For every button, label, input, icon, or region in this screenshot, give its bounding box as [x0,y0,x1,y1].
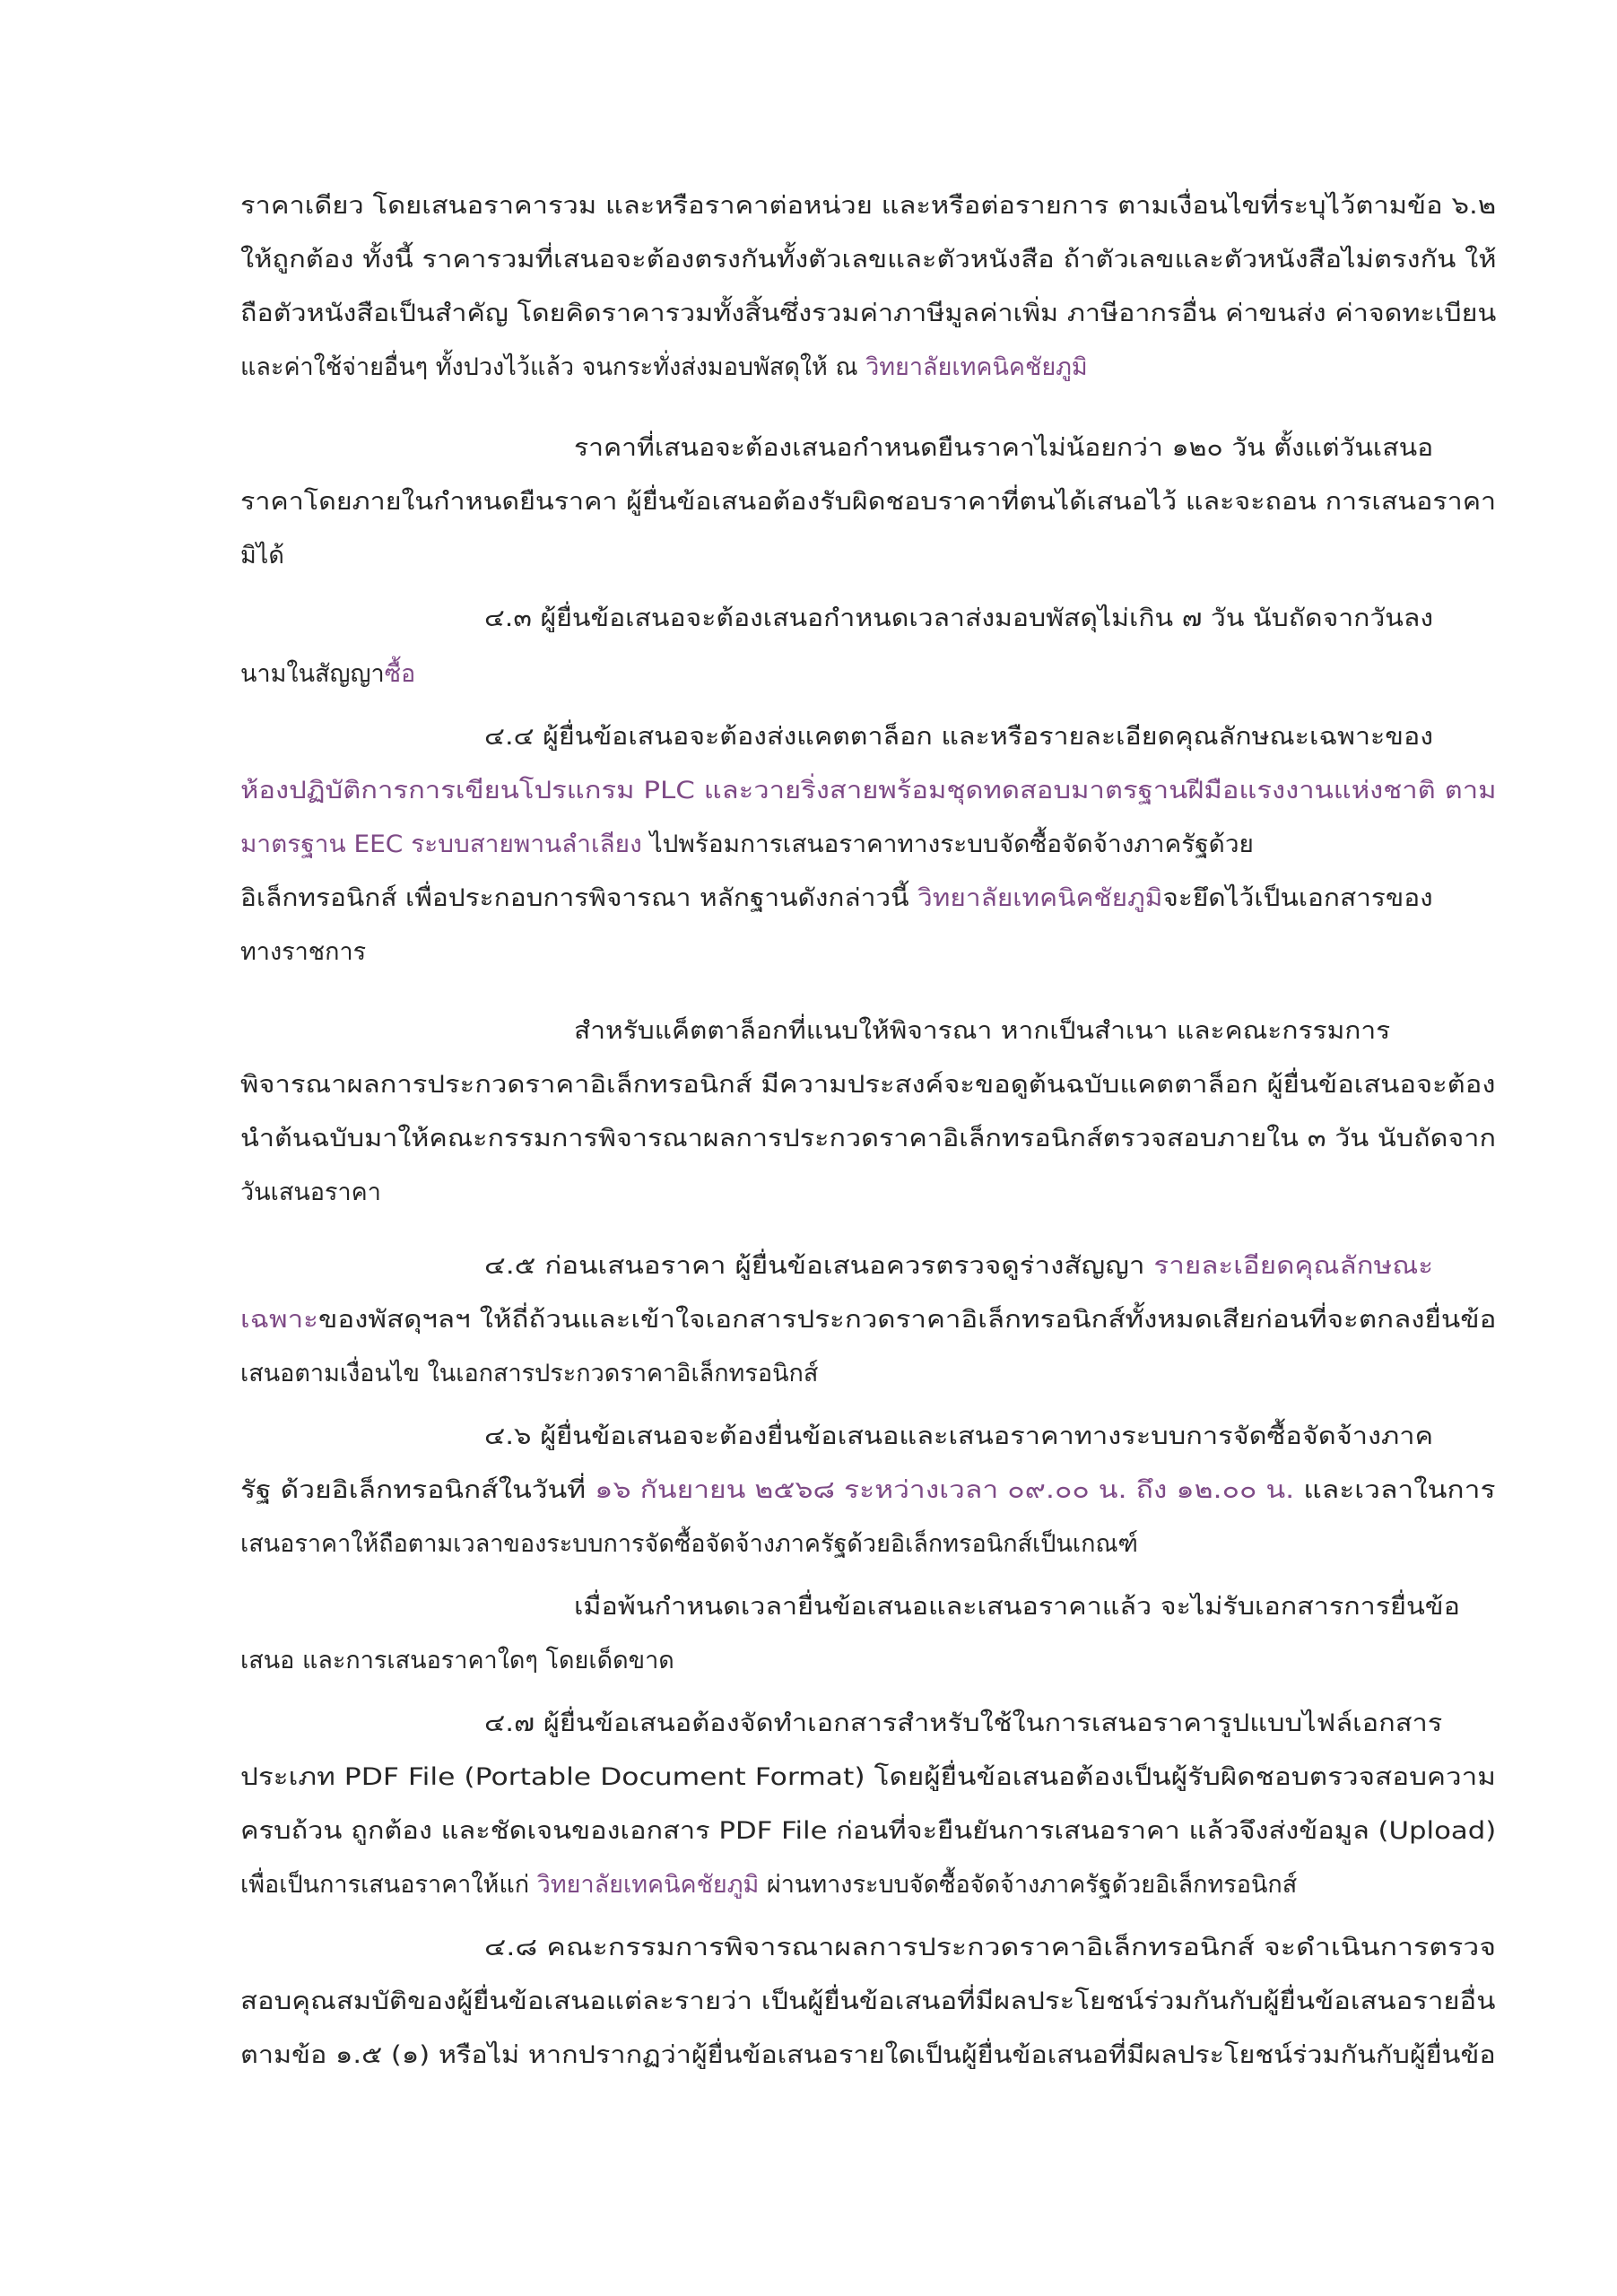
text-segment: ทางราชการ [240,938,367,966]
text-segment: จะยึดไว้เป็นเอกสารของ [1162,884,1433,912]
text-line [484,1704,1442,1744]
text-line [240,483,1496,522]
text-line [240,1065,1495,1105]
text-segment: เสนอตามเงื่อนไข ในเอกสารประกวดราคาอิเล็กทรอนิกส์ [240,1360,819,1387]
text-segment: ถือตัวหนังสือเป็นสำคัญ โดยคิดราคารวมทั้งสิ้นซึ่งรวมค่าภาษีมูลค่าเพิ่ม ภาษีอากรอื่น ค่าขนส่ง ค่าจดทะเบียน [240,300,1497,327]
text-segment: เพื่อเป็นการเสนอราคาให้แก่ [240,1871,537,1899]
text-line [240,1641,674,1681]
highlighted-text: ซื้อ [384,660,416,688]
text-segment: วันเสนอราคา [240,1178,381,1206]
highlighted-text: วิทยาลัยเทคนิคชัยภูมิ [917,884,1163,912]
text-segment: สอบคุณสมบัติของผู้ยื่นข้อเสนอแต่ละรายว่า เป็นผู้ยื่นข้อเสนอที่มีผลประโยชน์ร่วมกันกับผู้ยื่นข้อเสนอรายอื่น [240,1987,1496,2015]
text-line [574,1587,1460,1627]
text-segment: และเวลาในการ [1294,1476,1496,1504]
text-segment: สำหรับแค็ตตาล็อกที่แนบให้พิจารณา หากเป็นสำเนา และคณะกรรมการ [574,1017,1391,1045]
text-line [240,2036,1496,2075]
text-line [240,1758,1496,1797]
text-line [240,1812,1496,1851]
text-segment: ตามข้อ ๑.๕ (๑) หรือไม่ หากปรากฏว่าผู้ยื่นข้อเสนอรายใดเป็นผู้ยื่นข้อเสนอที่มีผลประโยชน์ร่วมกันกับผู้ยื่นข้อ [240,2041,1496,2069]
text-line [240,1982,1495,2022]
text-line [240,655,415,694]
text-segment: ๔.๘ คณะกรรมการพิจารณาผลการประกวดราคาอิเล็กทรอนิกส์ จะดำเนินการตรวจ [484,1934,1497,1961]
highlighted-text: รายละเอียดคุณลักษณะ [1153,1252,1434,1280]
text-line [240,1300,1496,1340]
highlighted-text: ๑๖ กันยายน ๒๕๖๘ ระหว่างเวลา ๐๙.๐๐ น. ถึง ๑๒.๐๐ น. [595,1476,1295,1504]
text-segment: อิเล็กทรอนิกส์ เพื่อประกอบการพิจารณา หลักฐานดังกล่าวนี้ [240,884,918,912]
text-segment: นามในสัญญา [240,660,385,688]
text-line [240,879,1433,918]
text-line [240,825,1254,865]
highlighted-text: วิทยาลัยเทคนิคชัยภูมิ [865,353,1088,381]
text-segment: เสนอ และการเสนอราคาใดๆ โดยเด็ดขาด [240,1647,674,1674]
text-segment: ๔.๔ ผู้ยื่นข้อเสนอจะต้องส่งแคตตาล็อก และหรือรายละเอียดคุณลักษณะเฉพาะของ [484,723,1434,751]
text-line [574,1012,1390,1051]
text-line [240,294,1496,334]
text-segment: ราคาโดยภายในกำหนดยืนราคา ผู้ยื่นข้อเสนอต้องรับผิดชอบราคาที่ตนได้เสนอไว้ และจะถอน การเสนอราคา [240,488,1497,516]
text-line [484,1247,1433,1286]
text-segment: มิได้ [240,542,284,570]
text-segment: ผ่านทางระบบจัดซื้อจัดจ้างภาครัฐด้วยอิเล็กทรอนิกส์ [759,1871,1298,1899]
text-line [240,1173,381,1213]
text-segment: ราคาที่เสนอจะต้องเสนอกำหนดยืนราคาไม่น้อยกว่า ๑๒๐ วัน ตั้งแต่วันเสนอ [574,434,1434,462]
highlighted-text: เฉพาะ [240,1306,318,1334]
text-line [240,1866,1297,1905]
text-segment: และค่าใช้จ่ายอื่นๆ ทั้งปวงไว้แล้ว จนกระทั่งส่งมอบพัสดุให้ ณ [240,353,866,381]
text-segment: ประเภท PDF File (Portable Document Format) โดยผู้ยื่นข้อเสนอต้องเป็นผู้รับผิดชอบตรวจสอบความ [240,1763,1496,1791]
text-line [240,187,1496,226]
text-line [484,1928,1496,1968]
text-segment: ครบถ้วน ถูกต้อง และชัดเจนของเอกสาร PDF File ก่อนที่จะยืนยันการเสนอราคา แล้วจึงส่งข้อมูล (Upload) [240,1817,1497,1845]
text-line [240,1471,1496,1510]
text-segment: นำต้นฉบับมาให้คณะกรรมการพิจารณาผลการประกวดราคาอิเล็กทรอนิกส์ตรวจสอบภายใน ๓ วัน นับถัดจาก [240,1125,1496,1152]
highlighted-text: มาตรฐาน EEC ระบบสายพานลำเลียง [240,831,642,858]
text-segment: เสนอราคาให้ถือตามเวลาของระบบการจัดซื้อจัดจ้างภาครัฐด้วยอิเล็กทรอนิกส์เป็นเกณฑ์ [240,1530,1138,1558]
highlighted-text: วิทยาลัยเทคนิคชัยภูมิ [536,1871,760,1899]
text-segment: ของพัสดุฯลฯ ให้ถี่ถ้วนและเข้าใจเอกสารประกวดราคาอิเล็กทรอนิกส์ทั้งหมดเสียก่อนที่จะตกลงยื่นข้อ [317,1306,1497,1334]
text-line [484,718,1433,757]
text-segment: ๔.๓ ผู้ยื่นข้อเสนอจะต้องเสนอกำหนดเวลาส่งมอบพัสดุไม่เกิน ๗ วัน นับถัดจากวันลง [484,604,1434,632]
text-segment: รัฐ ด้วยอิเล็กทรอนิกส์ในวันที่ [240,1476,596,1504]
text-segment: ๔.๕ ก่อนเสนอราคา ผู้ยื่นข้อเสนอควรตรวจดูร่างสัญญา [484,1252,1154,1280]
text-segment: ๔.๖ ผู้ยื่นข้อเสนอจะต้องยื่นข้อเสนอและเสนอราคาทางระบบการจัดซื้อจัดจ้างภาค [484,1422,1434,1450]
text-segment: ราคาเดียว โดยเสนอราคารวม และหรือราคาต่อหน่วย และหรือต่อรายการ ตามเงื่อนไขที่ระบุไว้ตามข้อ ๖.๒ [240,192,1497,220]
text-line [574,429,1433,468]
text-segment: พิจารณาผลการประกวดราคาอิเล็กทรอนิกส์ มีความประสงค์จะขอดูต้นฉบับแคตตาล็อก ผู้ยื่นข้อเสนอจะต้อง [240,1071,1496,1099]
text-line [240,348,1088,387]
text-line [240,1119,1496,1159]
text-line [240,933,366,972]
text-line [240,536,284,576]
text-line [484,599,1433,639]
highlighted-text: ห้องปฏิบัติการการเขียนโปรแกรม PLC และวายริ่งสายพร้อมชุดทดสอบมาตรฐานฝีมือแรงงานแห่งชาติ ตาม [240,777,1497,804]
text-segment: เมื่อพ้นกำหนดเวลายื่นข้อเสนอและเสนอราคาแล้ว จะไม่รับเอกสารการยื่นข้อ [574,1593,1460,1621]
text-line [240,1525,1138,1564]
text-segment: ไปพร้อมการเสนอราคาทางระบบจัดซื้อจัดจ้างภาครัฐด้วย [641,831,1254,858]
text-line [240,240,1497,280]
text-line [484,1417,1433,1457]
text-line [240,771,1497,811]
text-line [240,1354,818,1394]
text-segment: ๔.๗ ผู้ยื่นข้อเสนอต้องจัดทำเอกสารสำหรับใช้ในการเสนอราคารูปแบบไฟล์เอกสาร [484,1709,1443,1737]
text-segment: ให้ถูกต้อง ทั้งนี้ ราคารวมที่เสนอจะต้องตรงกันทั้งตัวเลขและตัวหนังสือ ถ้าตัวเลขและตัวหนังสือไม่ตรงกัน ให้ [240,246,1497,274]
